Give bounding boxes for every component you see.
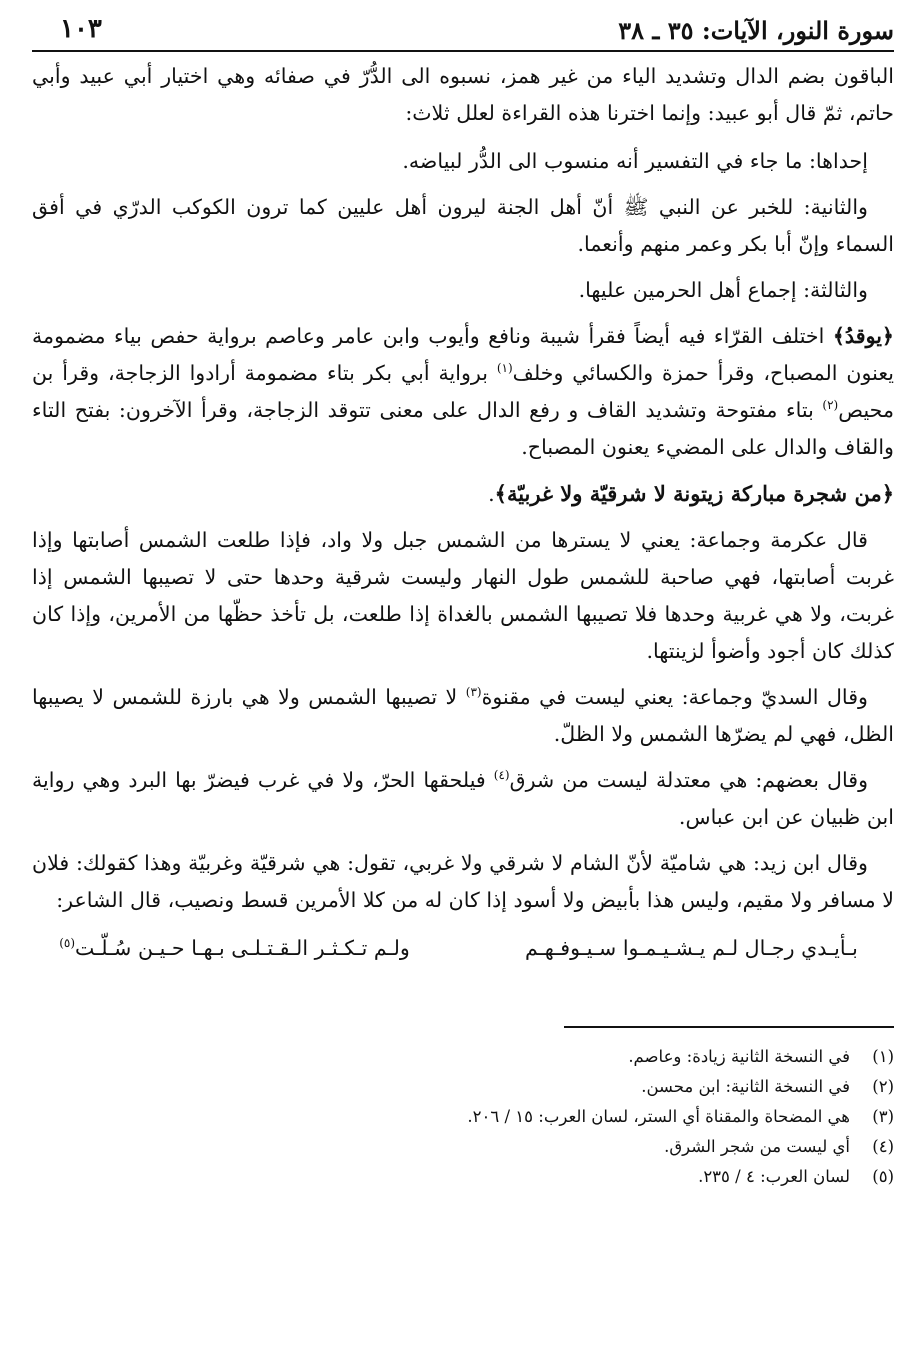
footnote-ref[interactable]: (٥) [59, 936, 76, 951]
footnote-text: أي ليست من شجر الشرق. [664, 1137, 850, 1156]
page-body [32, 58, 894, 1192]
paragraph-text: برواية أبي بكر بتاء مضمومة أرادوا الزجاجة، وقرأ بن محيص [32, 361, 894, 422]
poem-verse [32, 928, 894, 968]
footnote-ref[interactable]: (٤) [493, 768, 510, 783]
footnote [32, 1042, 894, 1072]
footnote-number: (١) [872, 1047, 894, 1066]
paragraph [32, 679, 894, 753]
poem-hemistich-text: ولـم تـكـثـر الـقـتـلـى بـهـا حـيـن سُـلّـت [75, 936, 410, 960]
footnote-number: (٣) [872, 1107, 894, 1126]
poem-hemistich-first: بـأيـدي رجـال لـم يـشـيـمـوا سـيـوفـهـم [524, 936, 858, 960]
page-title: سورة النور، الآيات: ٣٥ ـ ٣٨ [618, 16, 894, 45]
paragraph [32, 318, 894, 466]
footnote [32, 1132, 894, 1162]
paragraph-text: لا تصيبها الشمس ولا هي بارزة للشمس لا يصيبها الظل، فهي لم يضرّها الشمس ولا الظلّ. [32, 685, 894, 746]
page-number: ١٠٣ [60, 14, 102, 44]
footnote [32, 1162, 894, 1192]
verse-tail: . [488, 482, 495, 506]
verse-heading [32, 475, 894, 513]
paragraph-text: بتاء مفتوحة وتشديد القاف و رفع الدال على معنى تتوقد الزجاجة، وقرأ الآخرون: بفتح التاء والقاف والدال على المضيء يعنون المصباح. [32, 398, 894, 459]
footnote-text: في النسخة الثانية: ابن محسن. [641, 1077, 850, 1096]
paragraph: قال عكرمة وجماعة: يعني لا يسترها من الشمس جبل ولا واد، فإذا طلعت الشمس أصابتها وإذا غربت أصابتها، فهي صاحبة للشمس طول النهار وليست شرقية وحدها حتى لا تصيبها الشمس إذا غربت، ولا هي غربية وحدها فلا تصيبها الشمس بالغداة إذا طلعت، بل تأخذ حظّها من الأمرين، وإذا كان كذلك كان أجود وأضوأ لزينتها. [32, 528, 894, 663]
paragraph-text: فيلحقها الحرّ، ولا في غرب فيضرّ بها البرد وهي رواية ابن ظبيان عن ابن عباس. [32, 768, 894, 829]
footnotes [32, 1042, 894, 1192]
paragraph-text: وقال السديّ وجماعة: يعني ليست في مقنوة [481, 685, 868, 709]
footnote-ref[interactable]: (٢) [822, 398, 839, 413]
paragraph: إحداها: ما جاء في التفسير أنه منسوب الى الدُّر لبياضه. [402, 149, 868, 173]
paragraph-text: اختلف القرّاء فيه أيضاً فقرأ شيبة ونافع وأيوب وابن عامر وعاصم برواية حفص بياء مضمومة يعنون المصباح، وقرأ حمزة والكسائي وخلف [32, 324, 894, 385]
paragraph: الباقون بضم الدال وتشديد الياء من غير همز، نسبوه الى الدُّرّ في صفائه وهي اختيار أبي عبيد وأبي حاتم، ثمّ قال أبو عبيد: وإنما اخترنا هذه القراءة لعلل ثلاث: [32, 64, 894, 125]
paragraph [32, 762, 894, 836]
paragraph: وقال ابن زيد: هي شاميّة لأنّ الشام لا شرقي ولا غربي، تقول: هي شرقيّة وغربيّة وهذا كقولك: فلان لا مسافر ولا مقيم، وليس هذا بأبيض ولا أسود إذا كان له من كلا الأمرين قسط ونصيب، قال الشاعر: [32, 851, 894, 912]
quran-verse: ﴿من شجرة مباركة زيتونة لا شرقيّة ولا غربيّة﴾ [494, 481, 894, 506]
footnote-number: (٢) [872, 1077, 894, 1096]
footnote-number: (٤) [872, 1137, 894, 1156]
document-page [32, 10, 894, 1350]
paragraph: والثانية: للخبر عن النبي ﷺ أنّ أهل الجنة ليرون أهل عليين كما ترون الكوكب الدرّي في أفق السماء وإنّ أبا بكر وعمر منهم وأنعما. [32, 195, 894, 256]
poem-hemistich-second [32, 928, 437, 968]
quran-keyword: ﴿يوقدُ﴾ [832, 324, 895, 348]
footnote [32, 1102, 894, 1132]
footnote [32, 1072, 894, 1102]
footnote-text: هي المضحاة والمقناة أي الستر، لسان العرب: ١٥ / ٢٠٦. [467, 1107, 850, 1126]
paragraph-text: وقال بعضهم: هي معتدلة ليست من شرق [509, 768, 869, 792]
footnote-text: في النسخة الثانية زيادة: وعاصم. [628, 1047, 850, 1066]
footnote-ref[interactable]: (١) [496, 361, 513, 376]
page-header [32, 10, 894, 52]
footnote-text: لسان العرب: ٤ / ٢٣٥. [698, 1167, 850, 1186]
paragraph: والثالثة: إجماع أهل الحرمين عليها. [578, 278, 868, 302]
footnote-ref[interactable]: (٣) [465, 685, 482, 700]
footnote-divider [564, 1026, 894, 1028]
footnote-number: (٥) [872, 1167, 894, 1186]
